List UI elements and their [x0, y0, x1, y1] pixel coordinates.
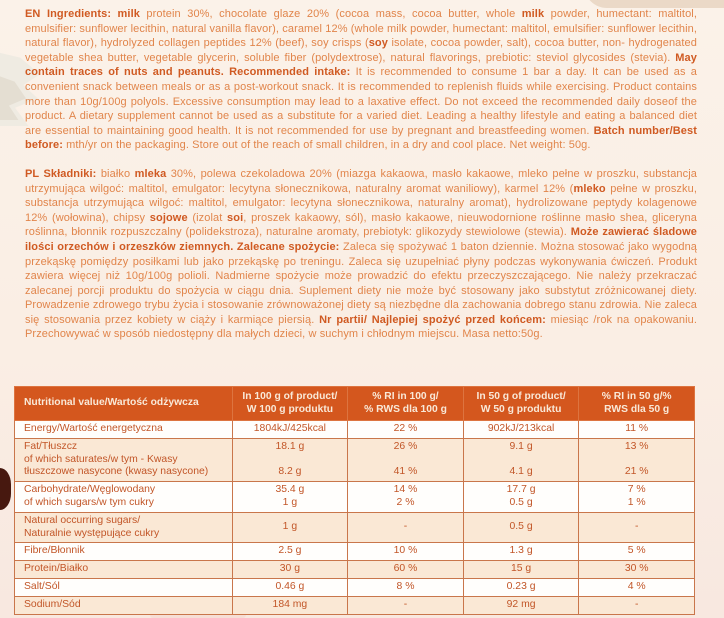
value-cell: [348, 421, 464, 439]
header-line: Nutritional value/Wartość odżywcza: [24, 397, 199, 409]
cell-line: 4.1 g: [509, 466, 533, 478]
cell-line: 2.5 g: [278, 545, 302, 557]
cell-line: 1 %: [627, 496, 646, 508]
cell-line: 15 g: [510, 563, 532, 575]
cell-line: 0.5 g: [509, 496, 533, 508]
table-row: [15, 543, 695, 561]
table-header-cell: [15, 387, 233, 421]
bold-text-segment: milk: [521, 8, 545, 20]
value-cell: [463, 596, 579, 614]
ingredients-text-column: [25, 7, 697, 342]
bold-text-segment: May contain traces of nuts and peanuts. Recommended intake:: [25, 51, 697, 79]
value-cell: [348, 596, 464, 614]
table-body: [15, 421, 695, 615]
cell-line: 1.3 g: [509, 545, 533, 557]
table-header-cell: [463, 387, 579, 421]
value-cell: [579, 596, 695, 614]
value-cell: [579, 438, 695, 481]
value-cell: [463, 482, 579, 513]
text-segment: Zaleca się spożywać 1 baton dziennie. Można stosować jako wygodną przekąskę pomiędzy posiłkami lub jako przekąskę po treningu. Zaleca się uzupełniać płyny podczas wykonywania ćwiczeń. Produkt zawiera więcej niż 10g/100g polioli. Nadmierne spożycie może prowadzić do efektu przeczyszczającego. Nie należy przekraczać zalecanej porcji produktu do spożycia w ciągu dnia. Suplement diety nie może być stosowany jako substytut zróżnicowanej diety. Prowadzenie zdrowego trybu życia i stosowanie zrównoważonej diety są niezbędne dla zachowania dobrego stanu zdrowia. Nie zaleca się stosowania przez kobiety w ciąży i karmiące piersią.: [25, 240, 697, 326]
table-header-cell: [348, 387, 464, 421]
bold-text-segment: sojowe: [149, 211, 188, 224]
text-segment: (izolat: [187, 211, 228, 224]
value-cell: [579, 512, 695, 543]
header-line: % RWS dla 100 g: [364, 403, 447, 415]
value-cell: [232, 482, 348, 513]
table-row: [15, 438, 695, 481]
table-row: [15, 512, 695, 543]
cell-line: Protein/Białko: [24, 563, 89, 575]
cell-line: Salt/Sól: [24, 580, 60, 592]
cell-line: 21 %: [624, 466, 649, 478]
text-segment: , proszek kakaowy, sól), masło kakaowe, nieuwodornione roślinne masło shea, gliceryna roślinna, błonnik rozpuszczalny (polidekstroza), naturalne aromaty, prebiotyk: glikozydy stewiolowe (stewia).: [25, 211, 697, 239]
header-line: W 50 g produktu: [480, 403, 562, 415]
value-cell: [232, 512, 348, 543]
value-cell: [232, 578, 348, 596]
bold-text-segment: PL Składniki:: [25, 167, 97, 180]
cell-line: Natural occurring sugars/: [24, 514, 141, 526]
value-cell: [463, 543, 579, 561]
header-line: % RI in 50 g/%: [601, 391, 672, 402]
cell-line: 2 %: [396, 496, 415, 508]
row-label-cell: [15, 482, 233, 513]
cell-line: 1 g: [282, 496, 298, 508]
bold-text-segment: mleko: [573, 182, 606, 195]
cell-line: 10 %: [393, 545, 418, 557]
value-cell: [232, 561, 348, 579]
value-cell: [463, 421, 579, 439]
cell-line: 7 %: [627, 484, 646, 496]
row-label-cell: [15, 561, 233, 579]
cell-line: 41 %: [393, 466, 418, 478]
value-cell: [232, 543, 348, 561]
cell-line: 22 %: [393, 423, 418, 434]
value-cell: [463, 561, 579, 579]
text-segment: It is recommended to consume 1 bar a day. It can be used as a convenient snack between meals or as a post-workout snack. It is recommended to replenish fluids while exercising. Product contains more than 10g/100g polyols. Excessive consumption may lead to a laxative effect. Do not exceed the recommended daily doseof the product. A dietary supplement cannot be used as a substitute for a varied diet. Leading a healthy lifestyle and eating a balanced diet are essential to maintaining good health. It is not recommended for use by pregnant and breastfeeding women.: [25, 66, 698, 137]
cell-line: 1804kJ/425kcal: [253, 423, 326, 434]
bold-text-segment: EN Ingredients: milk: [25, 8, 140, 20]
cell-line: 0.5 g: [509, 521, 533, 533]
cell-line: tłuszczowe nasycone (kwasy nasycone): [24, 466, 209, 478]
table-row: [15, 482, 695, 513]
value-cell: [579, 421, 695, 439]
cell-line: 5 %: [627, 545, 646, 557]
cell-line: 30 g: [279, 563, 300, 575]
cell-line: 13 %: [624, 440, 649, 452]
row-label-cell: [15, 438, 233, 481]
bold-text-segment: Może zawierać śladowe ilości orzechów i orzeszków ziemnych. Zalecane spożycie:: [25, 226, 697, 253]
cell-line: -: [634, 521, 639, 533]
value-cell: [348, 482, 464, 513]
cell-line: [582, 454, 691, 467]
value-cell: [232, 596, 348, 614]
cell-line: 92 mg: [506, 598, 536, 610]
cell-line: 30 %: [624, 563, 649, 575]
cell-line: 184 mg: [272, 598, 308, 610]
value-cell: [232, 438, 348, 481]
header-line: W 100 g produktu: [246, 403, 334, 415]
cell-line: Fibre/Błonnik: [24, 545, 85, 557]
cell-line: -: [403, 598, 408, 610]
cell-line: 26 %: [393, 440, 418, 452]
header-line: In 100 g of product/: [242, 391, 338, 402]
value-cell: [579, 482, 695, 513]
cell-line: 11 %: [625, 423, 649, 434]
cell-line: 0.23 g: [506, 580, 536, 592]
cell-line: -: [634, 598, 639, 610]
bold-text-segment: Batch number/Best before:: [25, 124, 697, 152]
value-cell: [232, 421, 348, 439]
cell-line: of which saturates/w tym - Kwasy: [24, 453, 178, 465]
text-segment: protein 30%, chocolate glaze 20% (cocoa mass, cocoa butter, whole: [139, 8, 522, 20]
value-cell: [579, 578, 695, 596]
value-cell: [463, 578, 579, 596]
cell-line: 9.1 g: [509, 440, 533, 452]
cell-line: 35.4 g: [275, 484, 305, 496]
row-label-cell: [15, 596, 233, 614]
bold-text-segment: Nr partii/ Najlepiej spożyć przed końcem:: [319, 313, 546, 326]
table-header-cell: [579, 387, 695, 421]
text-segment: pełne w proszku, substancja utrzymująca wilgoć: maltitol, emulgator: lecytyna słonecznikowa, naturalny aromat), hydrolizowane peptydy kolagenowe 12% (wołowina), chipsy: [25, 182, 697, 224]
cell-line: 0.46 g: [275, 580, 305, 592]
cell-line: [351, 454, 460, 467]
cell-line: [236, 454, 345, 467]
header-line: % RI in 100 g/: [372, 391, 439, 402]
bold-text-segment: mleka: [134, 167, 167, 180]
value-cell: [348, 578, 464, 596]
value-cell: [348, 512, 464, 543]
cell-line: Energy/Wartość energetyczna: [24, 423, 163, 434]
value-cell: [348, 561, 464, 579]
table-header-cell: [232, 387, 348, 421]
text-segment: isolate, cocoa powder, salt), cocoa butter, non- hydrogenated vegetable shea butter, vegetable glycerin, soluble fiber (polydextrose), natural flavorings, prebiotic: steviol glycosides (stevia).: [25, 37, 697, 64]
cell-line: Sodium/Sód: [24, 598, 81, 610]
cell-line: Carbohydrate/Węglowodany: [24, 484, 156, 496]
cell-line: [467, 454, 576, 467]
text-segment: 30%, polewa czekoladowa 20% (miazga kakaowa, masło kakaowe, mleko pełne w proszku, substancja utrzymująca wilgoć: maltitol, emulgator: lecytyna słonecznikowa, naturalny aromat waniliowy), karmel 12% (: [25, 167, 697, 195]
pl-ingredients-paragraph: [25, 167, 697, 342]
value-cell: [348, 543, 464, 561]
value-cell: [579, 543, 695, 561]
row-label-cell: [15, 578, 233, 596]
cell-line: 8 %: [396, 580, 415, 592]
nutrition-table: [14, 386, 695, 615]
cell-line: -: [403, 521, 408, 533]
row-label-cell: [15, 421, 233, 439]
cell-line: of which sugars/w tym cukry: [24, 496, 154, 508]
cell-line: 18.1 g: [275, 440, 305, 452]
text-segment: białko: [96, 167, 135, 180]
row-label-cell: [15, 512, 233, 543]
table-row: [15, 561, 695, 579]
cell-line: 60 %: [393, 563, 418, 575]
bold-text-segment: soi: [227, 211, 244, 224]
en-ingredients-paragraph: [25, 7, 697, 153]
header-line: RWS dla 50 g: [604, 403, 670, 415]
cell-line: Fat/Tłuszcz: [24, 440, 78, 452]
value-cell: [463, 512, 579, 543]
value-cell: [463, 438, 579, 481]
cell-line: 4 %: [627, 580, 646, 592]
value-cell: [348, 438, 464, 481]
text-segment: miesiąc /rok na opakowaniu. Przechowywać w sposób niedostępny dla małych dzieci, w suchym i chłodnym miejscu. Masa netto:50g.: [25, 313, 697, 341]
bold-text-segment: soy: [368, 37, 388, 50]
table-row: [15, 421, 695, 439]
text-segment: powder, humectant: maltitol, emulsifier: sunflower lecithin, natural vanilla flavor), caramel 12% (whole milk powder, humectant: maltitol, emulsifier: sunflower lecithin, natural flavor), hydrolyzed collagen peptides 12% (beef), soy crisps (: [25, 8, 697, 50]
table-header-row: [15, 387, 695, 421]
row-label-cell: [15, 543, 233, 561]
text-segment: mth/yr on the packaging. Store out of the reach of small children, in a dry and cool place. Net weight: 50g.: [62, 139, 591, 152]
cell-line: Naturalnie występujące cukry: [24, 527, 160, 539]
table-row: [15, 578, 695, 596]
cell-line: 14 %: [393, 484, 418, 496]
header-line: In 50 g of product/: [476, 391, 566, 402]
dark-chocolate-decoration: [0, 468, 11, 510]
value-cell: [579, 561, 695, 579]
cell-line: 1 g: [282, 521, 298, 533]
cell-line: 902kJ/213kcal: [487, 423, 555, 434]
cell-line: 8.2 g: [278, 466, 302, 478]
cell-line: 17.7 g: [506, 484, 536, 496]
table-row: [15, 596, 695, 614]
